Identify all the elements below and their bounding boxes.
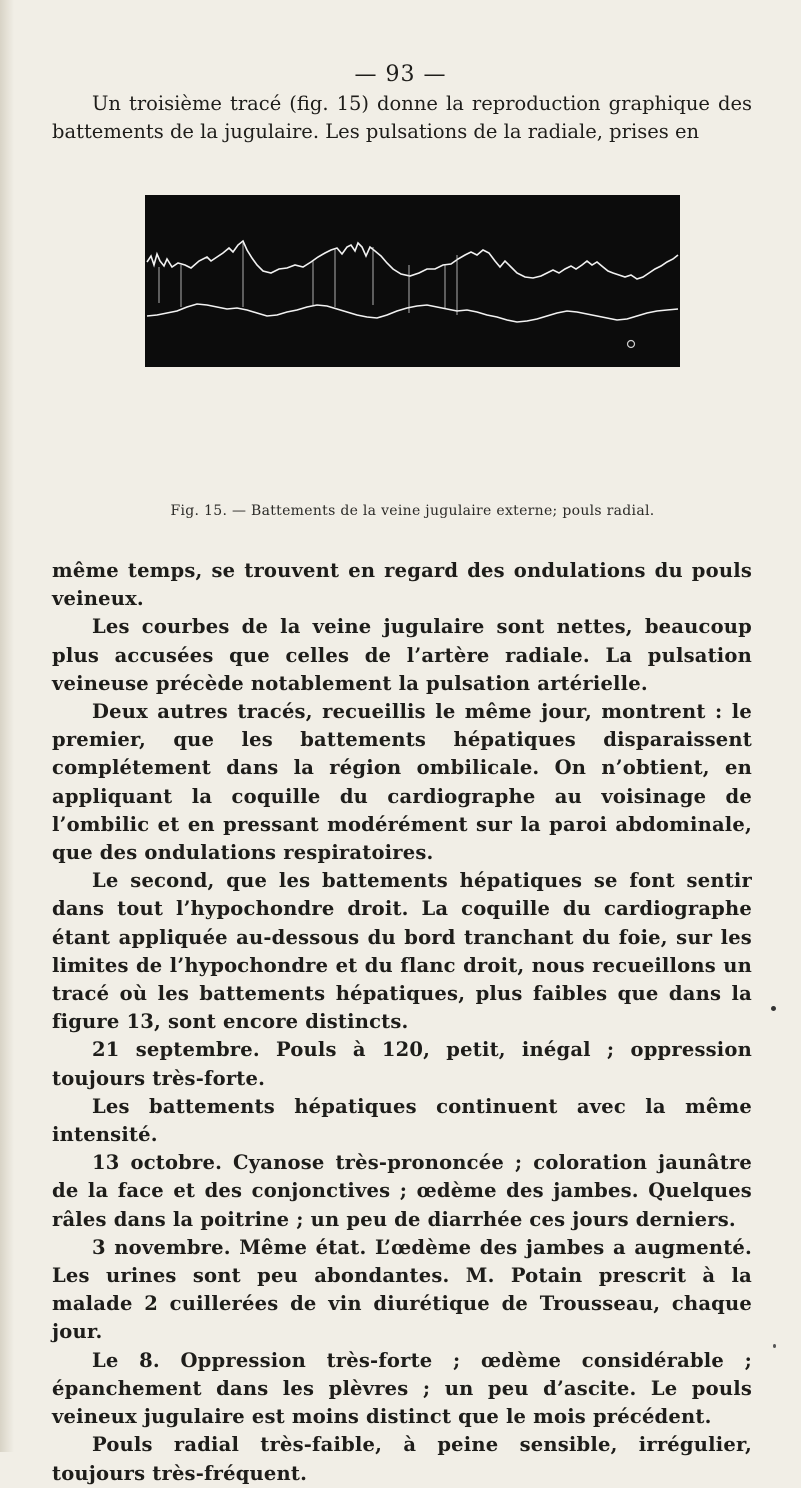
paragraph-1: même temps, se trouvent en regard des ondulations du pouls veineux. [52,559,752,611]
body-text [52,557,752,1488]
paragraph-7: 13 octobre. Cyanose très-prononcée ; coloration jaunâtre de la face et des conjonctives ; œdème des jambes. Quelques râles dans la poitrine ; un peu de diarrhée ces jours derniers. [52,1151,752,1231]
paragraph-2: Les courbes de la veine jugulaire sont nettes, beaucoup plus accusées que celles de l’artère radiale. La pulsation veineuse précède notablement la pulsation artérielle. [52,615,752,695]
figure-15-tracing [145,195,680,367]
margin-mark-small [773,1344,776,1348]
marker-circle [628,341,635,348]
jugular-vein-trace [147,241,678,279]
paragraph-8: 3 novembre. Même état. L’œdème des jambes a augmenté. Les urines sont peu abondantes. M. Potain prescrit à la malade 2 cuillerées de vin diurétique de Trousseau, chaque jour. [52,1235,752,1344]
paragraph-3: Deux autres tracés, recueillis le même jour, montrent : le premier, que les battements hépatiques disparaissent complétement dans la région ombilicale. On n’obtient, en appliquant la coquille du cardiographe au voisinage de l’ombilic et en pressant modérément sur la paroi abdominale, que des ondulations respiratoires. [52,700,752,865]
intro-paragraph [52,90,752,146]
radial-pulse-trace [147,304,678,322]
paragraph-4: Le second, que les battements hépatiques se font sentir dans tout l’hypochondre droit. La coquille du cardiographe étant appliquée au-dessous du bord tranchant du foie, sur les limites de l’hypochondre et du flanc droit, nous recueillons un tracé où les battements hépatiques, plus faibles que dans la figure 13, sont encore distincts. [52,869,752,1034]
page-number: — 93 — [354,62,447,87]
paragraph-9: Le 8. Oppression très-forte ; œdème considérable ; épanchement dans les plèvres ; un peu d’ascite. Le pouls veineux jugulaire est moins distinct que le mois précédent. [52,1348,752,1429]
figure-caption: Fig. 15. — Battements de la veine jugulaire externe; pouls radial. [170,503,655,519]
margin-mark [771,1006,776,1011]
page-edge-shadow [0,0,14,1452]
paragraph-10: Pouls radial très-faible, à peine sensible, irrégulier, toujours très-fréquent. [52,1433,752,1485]
paragraph-6: Les battements hépatiques continuent avec la même intensité. [52,1094,752,1147]
intro-text: Un troisième tracé (fig. 15) donne la reproduction graphique des battements de la jugulaire. Les pulsations de la radiale, prises en [52,92,752,144]
tracing-svg [145,195,680,367]
paragraph-5: 21 septembre. Pouls à 120, petit, inégal ; oppression toujours très-forte. [52,1038,752,1090]
